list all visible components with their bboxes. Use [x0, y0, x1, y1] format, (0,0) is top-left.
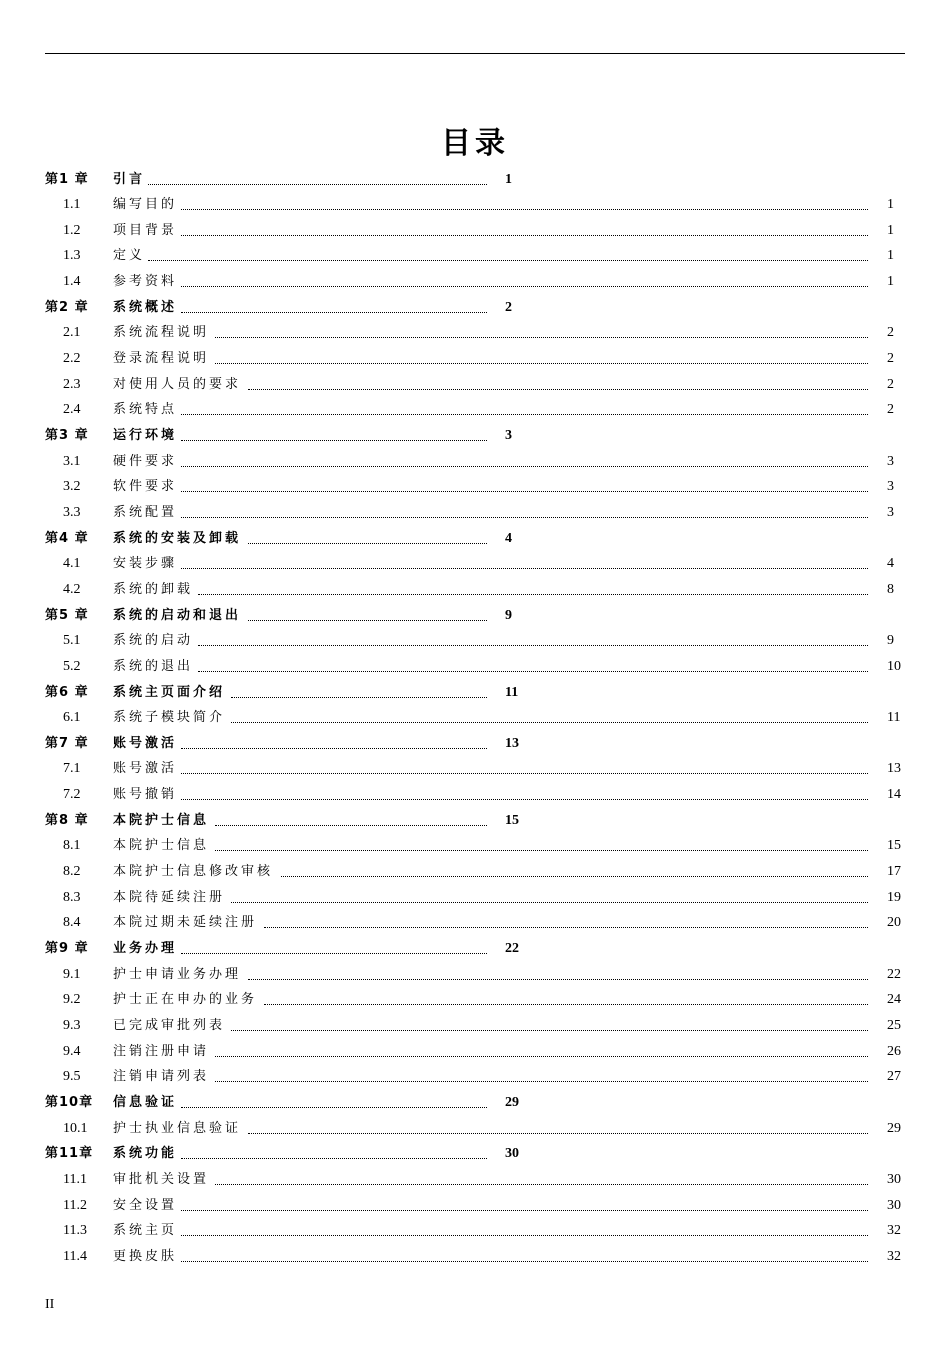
toc-dot-leader: [198, 594, 868, 595]
toc-entry-title: 系统特点: [113, 402, 178, 418]
toc-entry-number: 第1 章: [45, 171, 89, 187]
toc-entry-title: 业务办理: [113, 941, 178, 956]
toc-dot-leader: [248, 389, 868, 390]
toc-entry-title: 硬件要求: [113, 453, 178, 469]
toc-chapter-entry[interactable]: [0, 938, 950, 960]
toc-entry-page: 2: [887, 325, 894, 341]
toc-entry-number: 1.1: [63, 197, 81, 213]
toc-dot-leader: [181, 209, 868, 210]
toc-entry-title: 对使用人员的要求: [113, 376, 242, 392]
toc-dot-leader: [181, 517, 868, 518]
toc-entry-page: 1: [887, 248, 894, 264]
toc-section-entry[interactable]: [0, 861, 950, 883]
toc-entry-title: 注销申请列表: [113, 1069, 210, 1085]
toc-entry-page: 1: [887, 274, 894, 290]
toc-section-entry[interactable]: [0, 1246, 950, 1268]
toc-entry-number: 第11章: [45, 1146, 94, 1162]
toc-entry-title: 注销注册申请: [113, 1043, 210, 1059]
toc-entry-title: 引言: [113, 171, 146, 187]
toc-section-entry[interactable]: [0, 194, 950, 216]
toc-chapter-entry[interactable]: [0, 605, 950, 627]
toc-entry-page: 27: [887, 1069, 901, 1085]
toc-dot-leader: [181, 235, 868, 236]
toc-entry-page: 19: [887, 889, 901, 905]
toc-entry-title: 系统配置: [113, 504, 178, 520]
toc-entry-number: 1.3: [63, 248, 81, 264]
toc-entry-title: 本院过期未延续注册: [113, 915, 258, 931]
toc-entry-page: 13: [887, 761, 901, 777]
toc-entry-title: 审批机关设置: [113, 1171, 210, 1187]
toc-entry-number: 9.4: [63, 1043, 81, 1059]
toc-section-entry[interactable]: [0, 399, 950, 421]
toc-title: 目录: [441, 126, 509, 161]
toc-entry-number: 第10章: [45, 1094, 94, 1110]
toc-dot-leader: [231, 697, 487, 698]
toc-entry-number: 2.2: [63, 351, 81, 366]
toc-entry-page: 15: [887, 838, 901, 854]
toc-entry-number: 2.3: [63, 376, 81, 392]
toc-entry-page: 3: [887, 504, 894, 520]
toc-entry-page: 3: [505, 428, 512, 443]
toc-dot-leader: [248, 543, 487, 544]
toc-entry-page: 22: [887, 966, 901, 982]
toc-dot-leader: [181, 1261, 868, 1262]
toc-section-entry[interactable]: [0, 1169, 950, 1191]
toc-entry-title: 更换皮肤: [113, 1248, 178, 1264]
toc-entry-title: 本院护士信息: [113, 838, 210, 854]
toc-entry-page: 26: [887, 1043, 901, 1059]
toc-dot-leader: [231, 722, 868, 723]
toc-entry-title: 账号激活: [113, 761, 178, 777]
toc-entry-number: 第9 章: [45, 941, 89, 956]
toc-section-entry[interactable]: [0, 579, 950, 601]
toc-chapter-entry[interactable]: [0, 1143, 950, 1165]
toc-entry-number: 第6 章: [45, 684, 89, 700]
toc-dot-leader: [181, 466, 868, 467]
toc-entry-page: 14: [887, 787, 901, 803]
toc-entry-title: 护士正在申办的业务: [113, 992, 258, 1008]
toc-entry-number: 3.2: [63, 479, 81, 495]
toc-entry-title: 系统概述: [113, 299, 178, 315]
toc-entry-page: 9: [505, 607, 512, 623]
toc-dot-leader: [215, 363, 868, 364]
toc-section-entry[interactable]: [0, 887, 950, 909]
toc-entry-number: 5.2: [63, 658, 81, 674]
toc-dot-leader: [215, 1081, 868, 1082]
toc-section-entry[interactable]: [0, 451, 950, 473]
toc-entry-title: 本院待延续注册: [113, 889, 226, 905]
toc-entry-title: 系统流程说明: [113, 325, 210, 341]
toc-entry-number: 4.1: [63, 556, 81, 572]
toc-entry-title: 系统的退出: [113, 658, 194, 674]
toc-dot-leader: [281, 876, 868, 877]
toc-dot-leader: [148, 260, 868, 261]
toc-chapter-entry[interactable]: [0, 297, 950, 319]
toc-chapter-entry[interactable]: [0, 425, 950, 447]
toc-section-entry[interactable]: [0, 322, 950, 344]
toc-entry-page: 13: [505, 735, 519, 751]
toc-entry-title: 护士执业信息验证: [113, 1120, 242, 1136]
toc-entry-page: 15: [505, 812, 519, 828]
toc-entry-page: 3: [887, 479, 894, 495]
toc-entry-number: 9.5: [63, 1069, 81, 1085]
toc-entry-page: 30: [505, 1146, 519, 1162]
toc-section-entry[interactable]: [0, 1195, 950, 1217]
toc-entry-page: 8: [887, 581, 894, 597]
toc-entry-title: 运行环境: [113, 428, 178, 443]
toc-entry-page: 9: [887, 633, 894, 649]
toc-entry-page: 11: [887, 710, 901, 726]
toc-chapter-entry[interactable]: [0, 1092, 950, 1114]
toc-dot-leader: [181, 568, 868, 569]
toc-section-entry[interactable]: [0, 553, 950, 575]
toc-entry-page: 24: [887, 992, 901, 1008]
toc-entry-title: 账号激活: [113, 735, 178, 751]
toc-entry-number: 第5 章: [45, 607, 89, 623]
toc-dot-leader: [248, 979, 868, 980]
toc-entry-title: 本院护士信息: [113, 812, 210, 828]
toc-entry-number: 第4 章: [45, 530, 89, 546]
toc-entry-number: 9.3: [63, 1017, 81, 1033]
toc-section-entry[interactable]: [0, 758, 950, 780]
toc-chapter-entry[interactable]: [0, 810, 950, 832]
toc-dot-leader: [181, 748, 487, 749]
toc-section-entry[interactable]: [0, 374, 950, 396]
toc-entry-title: 系统的卸载: [113, 581, 194, 597]
toc-dot-leader: [231, 1030, 868, 1031]
toc-entry-page: 30: [887, 1171, 901, 1187]
toc-entry-title: 登录流程说明: [113, 351, 210, 366]
toc-entry-page: 22: [505, 941, 519, 956]
toc-entry-number: 10.1: [63, 1120, 88, 1136]
toc-entry-title: 本院护士信息修改审核: [113, 864, 274, 879]
toc-dot-leader: [181, 286, 868, 287]
toc-entry-number: 第2 章: [45, 299, 89, 315]
toc-entry-title: 系统功能: [113, 1146, 178, 1162]
toc-entry-title: 系统主页: [113, 1223, 178, 1239]
toc-entry-title: 系统的启动: [113, 633, 194, 649]
toc-entry-title: 项目背景: [113, 222, 178, 238]
toc-entry-number: 8.4: [63, 915, 81, 931]
toc-entry-number: 11.3: [63, 1223, 87, 1239]
toc-entry-page: 1: [887, 197, 894, 213]
toc-entry-number: 2.4: [63, 402, 81, 418]
toc-dot-leader: [215, 850, 868, 851]
toc-dot-leader: [181, 491, 868, 492]
toc-dot-leader: [181, 414, 868, 415]
toc-dot-leader: [181, 440, 487, 441]
toc-entry-page: 2: [887, 376, 894, 392]
toc-entry-page: 30: [887, 1197, 901, 1213]
toc-chapter-entry[interactable]: [0, 733, 950, 755]
toc-dot-leader: [181, 1107, 487, 1108]
toc-dot-leader: [248, 1133, 868, 1134]
toc-entry-page: 2: [505, 299, 512, 315]
toc-section-entry[interactable]: [0, 1015, 950, 1037]
toc-entry-number: 第7 章: [45, 735, 89, 751]
footer-page-number: II: [45, 1297, 55, 1312]
toc-section-entry[interactable]: [0, 476, 950, 498]
toc-dot-leader: [198, 645, 868, 646]
toc-section-entry[interactable]: [0, 502, 950, 524]
toc-dot-leader: [181, 773, 868, 774]
toc-dot-leader: [215, 825, 487, 826]
toc-entry-title: 已完成审批列表: [113, 1017, 226, 1033]
toc-entry-page: 10: [887, 658, 901, 674]
toc-entry-title: 系统的启动和退出: [113, 607, 242, 623]
toc-section-entry[interactable]: [0, 656, 950, 678]
toc-section-entry[interactable]: [0, 835, 950, 857]
toc-dot-leader: [181, 1210, 868, 1211]
toc-entry-page: 11: [505, 684, 519, 700]
toc-entry-number: 4.2: [63, 581, 81, 597]
toc-dot-leader: [198, 671, 868, 672]
toc-dot-leader: [181, 1235, 868, 1236]
toc-section-entry[interactable]: [0, 1041, 950, 1063]
toc-section-entry[interactable]: [0, 245, 950, 267]
toc-entry-number: 9.2: [63, 992, 81, 1008]
toc-entry-title: 系统子模块简介: [113, 710, 226, 726]
toc-chapter-entry[interactable]: [0, 528, 950, 550]
toc-section-entry[interactable]: [0, 707, 950, 729]
toc-entry-page: 17: [887, 864, 901, 879]
toc-section-entry[interactable]: [0, 989, 950, 1011]
toc-entry-page: 25: [887, 1017, 901, 1033]
toc-entry-page: 1: [887, 222, 894, 238]
toc-section-entry[interactable]: [0, 784, 950, 806]
toc-section-entry[interactable]: [0, 912, 950, 934]
toc-entry-number: 8.1: [63, 838, 81, 854]
header-rule: [45, 53, 905, 54]
toc-entry-title: 软件要求: [113, 479, 178, 495]
toc-entry-page: 4: [887, 556, 894, 572]
toc-entry-title: 参考资料: [113, 274, 178, 290]
toc-section-entry[interactable]: [0, 271, 950, 293]
toc-entry-number: 11.4: [63, 1248, 87, 1264]
toc-dot-leader: [231, 902, 868, 903]
toc-dot-leader: [181, 1158, 487, 1159]
toc-entry-number: 8.2: [63, 864, 81, 879]
toc-entry-title: 安全设置: [113, 1197, 178, 1213]
toc-entry-number: 7.1: [63, 761, 81, 777]
toc-entry-page: 4: [505, 530, 512, 546]
toc-entry-title: 信息验证: [113, 1094, 178, 1110]
toc-entry-page: 20: [887, 915, 901, 931]
toc-entry-title: 定义: [113, 248, 146, 264]
toc-entry-number: 8.3: [63, 889, 81, 905]
toc-entry-page: 29: [505, 1094, 519, 1110]
toc-entry-page: 2: [887, 402, 894, 418]
toc-entry-page: 2: [887, 351, 894, 366]
toc-dot-leader: [215, 337, 868, 338]
toc-entry-page: 3: [887, 453, 894, 469]
toc-dot-leader: [181, 799, 868, 800]
toc-entry-number: 2.1: [63, 325, 81, 341]
toc-entry-title: 护士申请业务办理: [113, 966, 242, 982]
toc-entry-page: 1: [505, 171, 512, 187]
toc-entry-number: 6.1: [63, 710, 81, 726]
toc-entry-title: 系统主页面介绍: [113, 684, 226, 700]
toc-entry-number: 11.1: [63, 1171, 87, 1187]
toc-dot-leader: [248, 620, 487, 621]
toc-entry-title: 编写目的: [113, 197, 178, 213]
toc-dot-leader: [215, 1056, 868, 1057]
toc-entry-title: 系统的安装及卸载: [113, 530, 242, 546]
toc-dot-leader: [264, 927, 868, 928]
toc-entry-number: 3.3: [63, 504, 81, 520]
toc-entry-number: 1.2: [63, 222, 81, 238]
toc-entry-title: 安装步骤: [113, 556, 178, 572]
toc-section-entry[interactable]: [0, 964, 950, 986]
toc-entry-number: 第8 章: [45, 812, 89, 828]
toc-entry-number: 9.1: [63, 966, 81, 982]
toc-dot-leader: [148, 184, 487, 185]
toc-chapter-entry[interactable]: [0, 682, 950, 704]
toc-entry-number: 11.2: [63, 1197, 87, 1213]
toc-dot-leader: [181, 953, 487, 954]
toc-section-entry[interactable]: [0, 1220, 950, 1242]
toc-section-entry[interactable]: [0, 348, 950, 370]
toc-entry-number: 7.2: [63, 787, 81, 803]
toc-entry-page: 32: [887, 1248, 901, 1264]
toc-dot-leader: [181, 312, 487, 313]
toc-entry-page: 32: [887, 1223, 901, 1239]
toc-section-entry[interactable]: [0, 220, 950, 242]
toc-dot-leader: [215, 1184, 868, 1185]
toc-section-entry[interactable]: [0, 630, 950, 652]
toc-entry-number: 1.4: [63, 274, 81, 290]
toc-chapter-entry[interactable]: [0, 169, 950, 191]
toc-entry-number: 5.1: [63, 633, 81, 649]
toc-dot-leader: [264, 1004, 868, 1005]
toc-section-entry[interactable]: [0, 1066, 950, 1088]
toc-entry-title: 账号撤销: [113, 787, 178, 803]
toc-entry-number: 第3 章: [45, 428, 89, 443]
toc-entry-page: 29: [887, 1120, 901, 1136]
toc-entry-number: 3.1: [63, 453, 81, 469]
toc-section-entry[interactable]: [0, 1118, 950, 1140]
